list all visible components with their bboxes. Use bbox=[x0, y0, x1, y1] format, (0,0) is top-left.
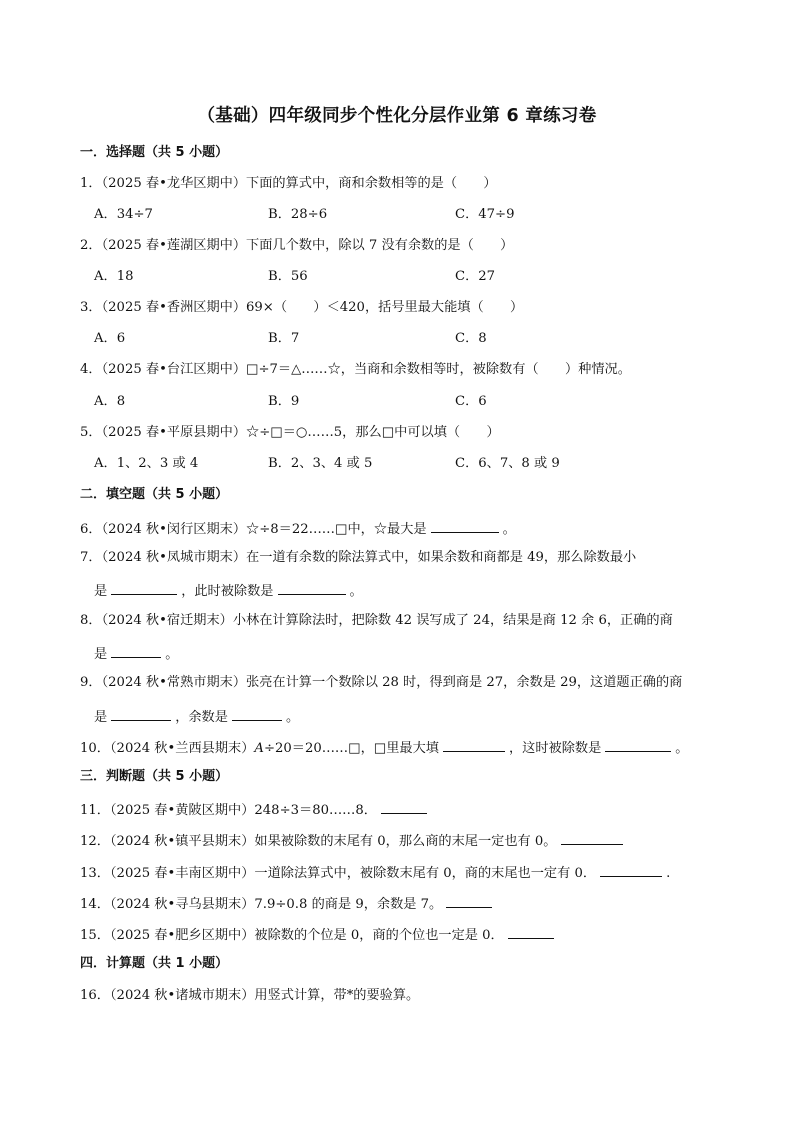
question-15 bbox=[80, 924, 558, 945]
question-4-stem: 4．（2025 春•台江区期中）□÷7＝△……☆，当商和余数相等时，被除数有（ ）种情况。 bbox=[80, 362, 631, 377]
question-16: 16．（2024 秋•诸城市期末）用竖式计算，带*的要验算。 bbox=[80, 988, 420, 1003]
question-3-option-b: B．7 bbox=[268, 331, 300, 346]
answer-blank[interactable] bbox=[381, 799, 427, 814]
question-3-option-a: A．6 bbox=[94, 331, 126, 346]
question-3-option-c: C．8 bbox=[455, 331, 487, 346]
answer-blank[interactable] bbox=[443, 737, 505, 752]
question-2-option-b: B．56 bbox=[268, 269, 308, 284]
question-3-stem: 3．（2025 春•香洲区期中）69×（ ）＜420，括号里最大能填（ ） bbox=[80, 300, 524, 315]
question-1-stem: 1．（2025 春•龙华区期中）下面的算式中，商和余数相等的是（ ） bbox=[80, 176, 497, 191]
question-10-variable: A bbox=[254, 741, 264, 756]
question-7-line-2 bbox=[94, 580, 363, 601]
question-10-text-c: ，这时被除数是 bbox=[508, 741, 602, 756]
question-9-line-2 bbox=[94, 706, 299, 727]
page-title: （基础）四年级同步个性化分层作业第 6 章练习卷 bbox=[197, 106, 597, 126]
question-4-option-c: C．6 bbox=[455, 394, 487, 409]
question-7-text-a: 是 bbox=[94, 584, 108, 599]
question-14-text: 14．（2024 秋•寻乌县期末）7.9÷0.8 的商是 9，余数是 7。 bbox=[80, 897, 443, 912]
question-6 bbox=[80, 518, 516, 539]
question-4-option-a: A．8 bbox=[94, 394, 126, 409]
question-1-option-a: A．34÷7 bbox=[94, 207, 153, 222]
question-13 bbox=[80, 862, 670, 883]
question-5-option-a: A．1、2、3 或 4 bbox=[94, 456, 199, 471]
question-10-text-a: 10．（2024 秋•兰西县期末） bbox=[80, 741, 255, 756]
answer-blank[interactable] bbox=[111, 706, 171, 721]
question-9-text-b: ，余数是 bbox=[175, 710, 228, 725]
answer-blank[interactable] bbox=[508, 924, 554, 939]
question-5-option-c: C．6、7、8 或 9 bbox=[455, 456, 560, 471]
question-10-text-b: ÷20＝20……□，□里最大填 bbox=[263, 741, 439, 756]
question-10 bbox=[80, 737, 688, 758]
question-1-option-b: B．28÷6 bbox=[268, 207, 328, 222]
section-heading-judge: 三．判断题（共 5 小题） bbox=[80, 769, 229, 784]
question-7-text-b: ，此时被除数是 bbox=[181, 584, 274, 599]
question-8-line-1: 8．（2024 秋•宿迁期末）小林在计算除法时，把除数 42 误写成了 24，结果是商 12 余 6，正确的商 bbox=[80, 613, 673, 628]
question-13-text: 13．（2025 春•丰南区期中）一道除法算式中，被除数末尾有 0，商的末尾也一定有 0． bbox=[80, 866, 597, 881]
answer-blank[interactable] bbox=[111, 643, 161, 658]
question-7-line-1: 7．（2024 秋•凤城市期末）在一道有余数的除法算式中，如果余数和商都是 49，那么除数最小 bbox=[80, 550, 637, 565]
question-8-line-2 bbox=[94, 643, 178, 664]
answer-blank[interactable] bbox=[561, 830, 623, 845]
question-10-text-d: 。 bbox=[675, 741, 689, 756]
answer-blank[interactable] bbox=[111, 580, 177, 595]
question-15-text: 15．（2025 春•肥乡区期中）被除数的个位是 0，商的个位也一定是 0． bbox=[80, 928, 504, 943]
section-heading-choice: 一．选择题（共 5 小题） bbox=[80, 145, 229, 160]
question-8-text-b: 。 bbox=[165, 647, 179, 662]
question-7-text-c: 。 bbox=[349, 584, 363, 599]
question-11-text: 11．（2025 春•黄陂区期中）248÷3＝80……8． bbox=[80, 803, 377, 818]
question-9-line-1: 9．（2024 秋•常熟市期末）张亮在计算一个数除以 28 时，得到商是 27，余数是 29，这道题正确的商 bbox=[80, 675, 683, 690]
question-12-text: 12．（2024 秋•镇平县期末）如果被除数的末尾有 0，那么商的末尾一定也有 0。 bbox=[80, 834, 557, 849]
answer-blank[interactable] bbox=[605, 737, 671, 752]
section-heading-fill: 二．填空题（共 5 小题） bbox=[80, 487, 229, 502]
question-8-text-a: 是 bbox=[94, 647, 108, 662]
question-2-stem: 2．（2025 春•莲湖区期中）下面几个数中，除以 7 没有余数的是（ ） bbox=[80, 238, 514, 253]
question-6-end: 。 bbox=[502, 522, 516, 537]
question-13-end: . bbox=[666, 866, 671, 881]
question-5-option-b: B．2、3、4 或 5 bbox=[268, 456, 373, 471]
answer-blank[interactable] bbox=[446, 893, 492, 908]
answer-blank[interactable] bbox=[232, 706, 282, 721]
question-11 bbox=[80, 799, 431, 820]
answer-blank[interactable] bbox=[278, 580, 346, 595]
question-4-option-b: B．9 bbox=[268, 394, 300, 409]
question-1-option-c: C．47÷9 bbox=[455, 207, 515, 222]
question-9-text-a: 是 bbox=[94, 710, 108, 725]
question-14 bbox=[80, 893, 496, 914]
question-2-option-c: C．27 bbox=[455, 269, 496, 284]
question-9-text-c: 。 bbox=[285, 710, 300, 725]
answer-blank[interactable] bbox=[431, 518, 499, 533]
section-heading-calc: 四．计算题（共 1 小题） bbox=[80, 956, 229, 971]
question-2-option-a: A．18 bbox=[94, 269, 134, 284]
question-5-stem: 5．（2025 春•平原县期中）☆÷□＝○……5，那么□中可以填（ ） bbox=[80, 425, 500, 440]
answer-blank[interactable] bbox=[600, 862, 662, 877]
question-12 bbox=[80, 830, 627, 851]
question-6-text: 6．（2024 秋•闵行区期末）☆÷8＝22……□中，☆最大是 bbox=[80, 522, 427, 537]
